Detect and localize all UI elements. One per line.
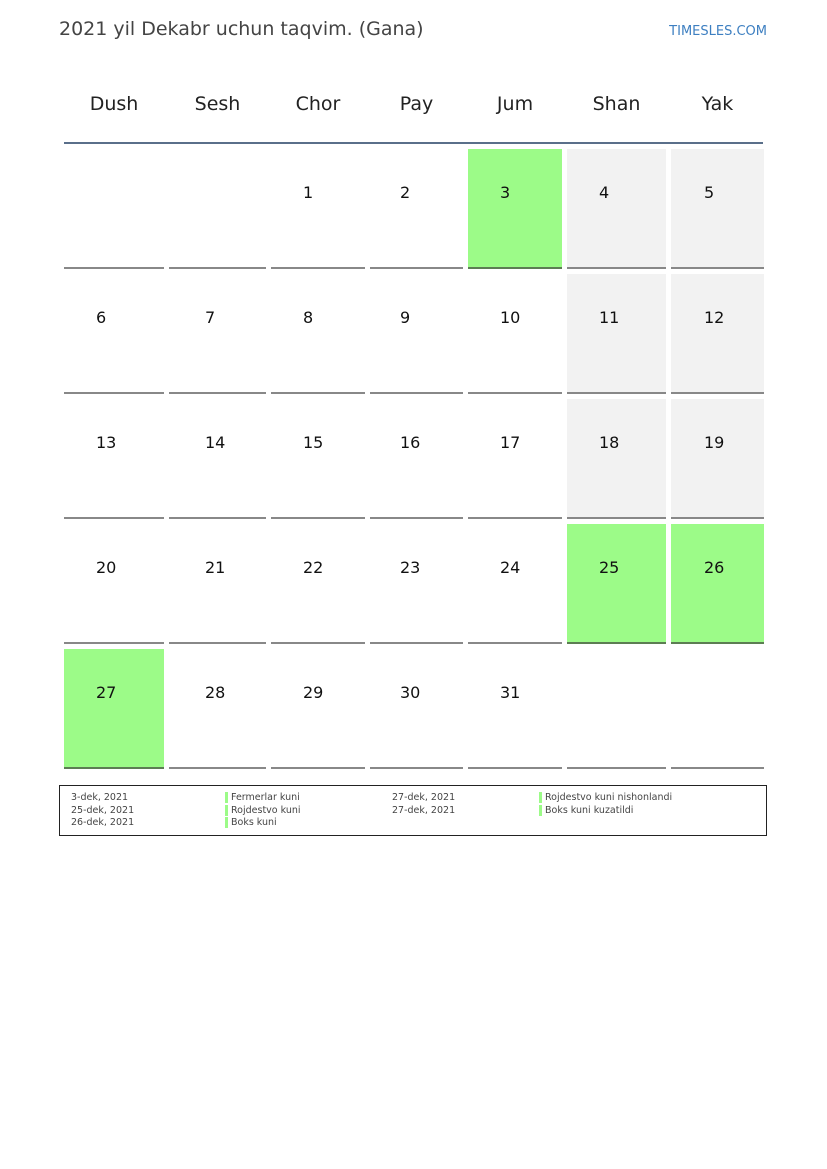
day-number: 4 — [599, 183, 610, 202]
holiday-name: Boks kuni kuzatildi — [539, 805, 633, 816]
day-number: 14 — [205, 433, 226, 452]
day-number: 28 — [205, 683, 226, 702]
day-cell[interactable] — [370, 649, 463, 769]
day-cell[interactable] — [567, 274, 666, 394]
holiday-legend — [59, 785, 767, 836]
day-number: 21 — [205, 558, 226, 577]
day-number: 12 — [704, 308, 725, 327]
day-number: 16 — [400, 433, 421, 452]
day-number: 7 — [205, 308, 216, 327]
holiday-date: 3-dek, 2021 — [71, 792, 129, 803]
day-cell[interactable] — [271, 399, 365, 519]
day-cell[interactable] — [671, 149, 764, 269]
day-number: 2 — [400, 183, 411, 202]
holiday-date: 25-dek, 2021 — [71, 804, 135, 816]
holiday-date: 27-dek, 2021 — [392, 804, 456, 816]
holiday-day-cell[interactable] — [567, 524, 666, 644]
day-number: 22 — [303, 558, 324, 577]
day-cell[interactable] — [271, 274, 365, 394]
holiday-date: 27-dek, 2021 — [392, 792, 456, 803]
empty-day-cell — [169, 149, 266, 269]
day-cell[interactable] — [64, 524, 164, 644]
day-number: 25 — [599, 558, 620, 577]
day-number: 8 — [303, 308, 314, 327]
weekday-label: Pay — [399, 93, 434, 115]
day-cell[interactable] — [370, 524, 463, 644]
weekday-label: Yak — [701, 93, 734, 115]
week-row — [64, 399, 763, 519]
day-cell[interactable] — [64, 274, 164, 394]
holiday-date: 26-dek, 2021 — [71, 817, 135, 828]
holiday-day-cell[interactable] — [64, 649, 164, 769]
holiday-name: Boks kuni — [225, 817, 277, 828]
day-cell[interactable] — [567, 149, 666, 269]
day-number: 13 — [96, 433, 117, 452]
calendar-grid — [64, 78, 763, 774]
week-row — [64, 274, 763, 394]
holiday-day-cell[interactable] — [671, 524, 764, 644]
week-row — [64, 649, 763, 769]
day-cell[interactable] — [370, 149, 463, 269]
day-number: 5 — [704, 183, 715, 202]
day-cell[interactable] — [671, 274, 764, 394]
day-number: 1 — [303, 183, 314, 202]
day-cell[interactable] — [64, 399, 164, 519]
day-number: 26 — [704, 558, 725, 577]
day-cell[interactable] — [370, 399, 463, 519]
day-cell[interactable] — [271, 649, 365, 769]
empty-day-cell — [64, 149, 164, 269]
holiday-name: Rojdestvo kuni — [225, 805, 301, 816]
day-number: 17 — [500, 433, 521, 452]
day-number: 23 — [400, 558, 421, 577]
day-number: 9 — [400, 308, 411, 327]
weekday-label: Jum — [496, 93, 534, 115]
weekday-header — [64, 78, 763, 144]
day-cell[interactable] — [567, 399, 666, 519]
weekday-label: Chor — [295, 93, 341, 115]
day-number: 29 — [303, 683, 324, 702]
day-cell[interactable] — [468, 399, 562, 519]
weekday-label: Shan — [592, 93, 641, 115]
day-number: 11 — [599, 308, 620, 327]
day-cell[interactable] — [468, 649, 562, 769]
weekday-label: Sesh — [194, 93, 241, 115]
day-cell[interactable] — [370, 274, 463, 394]
brand-link[interactable]: TIMESLES.COM — [669, 24, 767, 39]
holiday-name: Rojdestvo kuni nishonlandi — [539, 792, 672, 803]
day-number: 31 — [500, 683, 521, 702]
empty-day-cell — [567, 649, 666, 769]
day-number: 27 — [96, 683, 117, 702]
day-number: 24 — [500, 558, 521, 577]
weekday-label: Dush — [89, 93, 139, 115]
weeks-container — [64, 149, 763, 769]
week-row — [64, 524, 763, 644]
day-cell[interactable] — [169, 524, 266, 644]
day-number: 15 — [303, 433, 324, 452]
holiday-day-cell[interactable] — [468, 149, 562, 269]
day-cell[interactable] — [271, 524, 365, 644]
day-cell[interactable] — [169, 274, 266, 394]
holiday-name: Fermerlar kuni — [225, 792, 300, 803]
day-number: 19 — [704, 433, 725, 452]
day-cell[interactable] — [169, 399, 266, 519]
day-number: 18 — [599, 433, 620, 452]
day-cell[interactable] — [468, 274, 562, 394]
page-title: 2021 yil Dekabr uchun taqvim. (Gana) — [59, 18, 424, 40]
day-cell[interactable] — [468, 524, 562, 644]
day-number: 20 — [96, 558, 117, 577]
week-row — [64, 149, 763, 269]
day-number: 30 — [400, 683, 421, 702]
day-number: 3 — [500, 183, 511, 202]
day-number: 10 — [500, 308, 521, 327]
day-cell[interactable] — [271, 149, 365, 269]
empty-day-cell — [671, 649, 764, 769]
day-cell[interactable] — [169, 649, 266, 769]
day-cell[interactable] — [671, 399, 764, 519]
day-number: 6 — [96, 308, 107, 327]
